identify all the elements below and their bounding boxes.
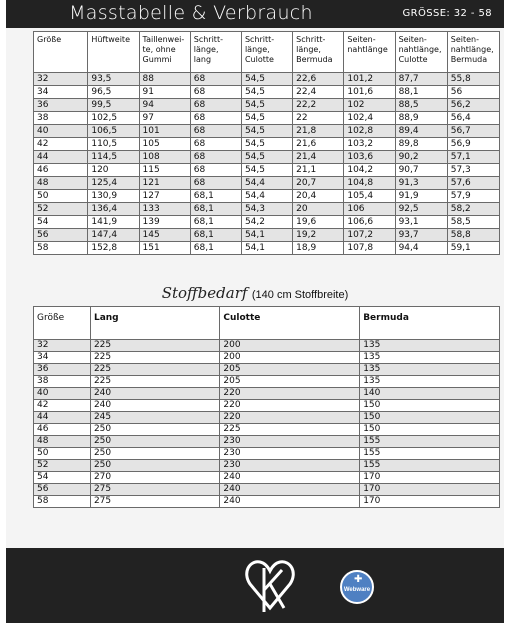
- table-cell: 141,9: [88, 216, 139, 229]
- table-cell: 20,4: [293, 190, 344, 203]
- table-cell: 68: [190, 112, 241, 125]
- measurements-column-header: Größe: [34, 32, 88, 73]
- table-cell: 93,5: [88, 73, 139, 86]
- table-cell: 21,1: [293, 164, 344, 177]
- measurements-column-header: Schritt- länge, lang: [190, 32, 241, 73]
- table-cell: 44: [34, 412, 91, 424]
- table-row: [34, 86, 500, 99]
- table-cell: 55,8: [447, 73, 499, 86]
- fabric-width-note: (140 cm Stoffbreite): [251, 289, 349, 301]
- table-cell: 99,5: [88, 99, 139, 112]
- table-row: [34, 138, 500, 151]
- table-cell: 52: [34, 460, 91, 472]
- fabric-column-header: Bermuda: [360, 307, 500, 340]
- table-cell: 88,5: [395, 99, 447, 112]
- table-cell: 54: [34, 472, 91, 484]
- table-cell: 125,4: [88, 177, 139, 190]
- table-row: [34, 242, 500, 255]
- table-row: [34, 164, 500, 177]
- table-cell: 101,2: [344, 73, 395, 86]
- table-cell: 54,4: [241, 177, 292, 190]
- table-cell: 68: [190, 86, 241, 99]
- table-cell: 220: [220, 388, 360, 400]
- table-cell: 88: [139, 73, 190, 86]
- table-cell: 54,5: [241, 164, 292, 177]
- table-cell: 114,5: [88, 151, 139, 164]
- table-cell: 205: [220, 364, 360, 376]
- table-row: [34, 229, 500, 242]
- table-cell: 103,2: [344, 138, 395, 151]
- table-cell: 56: [34, 484, 91, 496]
- measurement-body: [34, 73, 500, 255]
- table-cell: 68,1: [190, 216, 241, 229]
- table-cell: 225: [90, 376, 219, 388]
- table-cell: 91: [139, 86, 190, 99]
- table-cell: 106: [344, 203, 395, 216]
- table-cell: 240: [220, 472, 360, 484]
- table-cell: 52: [34, 203, 88, 216]
- table-cell: 230: [220, 436, 360, 448]
- table-cell: 68,1: [190, 242, 241, 255]
- fabric-column-header: Culotte: [220, 307, 360, 340]
- table-cell: 155: [360, 460, 500, 472]
- table-row: [34, 448, 500, 460]
- table-cell: 50: [34, 448, 91, 460]
- table-cell: 135: [360, 340, 500, 352]
- table-cell: 68: [190, 177, 241, 190]
- table-cell: 135: [360, 364, 500, 376]
- table-row: [34, 99, 500, 112]
- table-cell: 220: [220, 400, 360, 412]
- table-cell: 68,1: [190, 190, 241, 203]
- table-cell: 54,5: [241, 138, 292, 151]
- table-cell: 155: [360, 448, 500, 460]
- table-row: [34, 496, 500, 508]
- table-cell: 275: [90, 484, 219, 496]
- table-cell: 107,2: [344, 229, 395, 242]
- fabric-heading: [0, 284, 510, 303]
- table-cell: 57,1: [447, 151, 499, 164]
- table-cell: 19,6: [293, 216, 344, 229]
- table-cell: 68: [190, 164, 241, 177]
- table-cell: 42: [34, 138, 88, 151]
- table-cell: 34: [34, 86, 88, 99]
- table-cell: 68,1: [190, 229, 241, 242]
- measurements-column-header: Taillenwei- te, ohne Gummi: [139, 32, 190, 73]
- table-cell: 225: [90, 352, 219, 364]
- table-cell: 56,2: [447, 99, 499, 112]
- table-cell: 104,2: [344, 164, 395, 177]
- table-cell: 107,8: [344, 242, 395, 255]
- table-cell: 147,4: [88, 229, 139, 242]
- fabric-title: Stoffbedarf: [161, 284, 248, 302]
- table-cell: 101,6: [344, 86, 395, 99]
- table-cell: 54,5: [241, 73, 292, 86]
- table-cell: 20,7: [293, 177, 344, 190]
- table-cell: 32: [34, 73, 88, 86]
- table-row: [34, 216, 500, 229]
- table-cell: 94: [139, 99, 190, 112]
- table-cell: 140: [360, 388, 500, 400]
- plus-icon: ✚: [354, 574, 363, 585]
- table-cell: 94,4: [395, 242, 447, 255]
- table-cell: 104,8: [344, 177, 395, 190]
- table-cell: 151: [139, 242, 190, 255]
- table-cell: 155: [360, 436, 500, 448]
- table-row: [34, 151, 500, 164]
- table-cell: 68: [190, 138, 241, 151]
- table-cell: 102,5: [88, 112, 139, 125]
- measurement-header-row: [34, 32, 500, 73]
- table-cell: 105,4: [344, 190, 395, 203]
- table-cell: 89,4: [395, 125, 447, 138]
- table-cell: 127: [139, 190, 190, 203]
- table-cell: 92,5: [395, 203, 447, 216]
- table-cell: 57,6: [447, 177, 499, 190]
- table-cell: 48: [34, 177, 88, 190]
- table-cell: 40: [34, 388, 91, 400]
- footer-bar: [6, 548, 504, 623]
- table-cell: 57,9: [447, 190, 499, 203]
- table-cell: 42: [34, 400, 91, 412]
- table-cell: 56: [447, 86, 499, 99]
- table-cell: 54: [34, 216, 88, 229]
- table-cell: 135: [360, 352, 500, 364]
- table-cell: 22: [293, 112, 344, 125]
- table-row: [34, 400, 500, 412]
- table-cell: 230: [220, 460, 360, 472]
- table-cell: 68: [190, 151, 241, 164]
- table-cell: 93,1: [395, 216, 447, 229]
- fabric-header-row: [34, 307, 500, 340]
- table-cell: 68: [190, 99, 241, 112]
- table-cell: 50: [34, 190, 88, 203]
- table-cell: 102: [344, 99, 395, 112]
- table-cell: 170: [360, 484, 500, 496]
- table-row: [34, 340, 500, 352]
- table-cell: 103,6: [344, 151, 395, 164]
- table-cell: 58,5: [447, 216, 499, 229]
- table-cell: 245: [90, 412, 219, 424]
- table-row: [34, 177, 500, 190]
- table-cell: 106,6: [344, 216, 395, 229]
- table-cell: 54,5: [241, 86, 292, 99]
- table-cell: 54,1: [241, 229, 292, 242]
- measurements-column-header: Schritt- länge, Bermuda: [293, 32, 344, 73]
- table-cell: 135: [360, 376, 500, 388]
- table-cell: 91,9: [395, 190, 447, 203]
- table-cell: 136,4: [88, 203, 139, 216]
- table-cell: 57,3: [447, 164, 499, 177]
- table-row: [34, 73, 500, 86]
- table-row: [34, 364, 500, 376]
- table-cell: 220: [220, 412, 360, 424]
- table-cell: 102,4: [344, 112, 395, 125]
- table-cell: 21,6: [293, 138, 344, 151]
- table-cell: 38: [34, 112, 88, 125]
- page-title: Masstabelle & Verbrauch: [69, 2, 313, 24]
- table-cell: 150: [360, 424, 500, 436]
- table-cell: 58,2: [447, 203, 499, 216]
- fabric-table: [33, 306, 500, 508]
- table-cell: 54,5: [241, 112, 292, 125]
- table-cell: 121: [139, 177, 190, 190]
- table-cell: 110,5: [88, 138, 139, 151]
- table-cell: 115: [139, 164, 190, 177]
- table-cell: 48: [34, 436, 91, 448]
- table-cell: 225: [90, 364, 219, 376]
- webware-badge: [340, 570, 374, 604]
- table-cell: 150: [360, 412, 500, 424]
- fabric-column-header: Lang: [90, 307, 219, 340]
- table-cell: 20: [293, 203, 344, 216]
- table-cell: 150: [360, 400, 500, 412]
- table-cell: 250: [90, 460, 219, 472]
- table-cell: 96,5: [88, 86, 139, 99]
- table-cell: 87,7: [395, 73, 447, 86]
- table-cell: 34: [34, 352, 91, 364]
- table-cell: 101: [139, 125, 190, 138]
- table-cell: 56,4: [447, 112, 499, 125]
- table-cell: 19,2: [293, 229, 344, 242]
- table-cell: 250: [90, 424, 219, 436]
- table-cell: 58: [34, 242, 88, 255]
- measurements-column-header: Seiten- nahtlänge, Bermuda: [447, 32, 499, 73]
- table-cell: 54,3: [241, 203, 292, 216]
- table-cell: 21,8: [293, 125, 344, 138]
- table-row: [34, 484, 500, 496]
- table-cell: 240: [90, 388, 219, 400]
- table-cell: 240: [220, 484, 360, 496]
- table-cell: 22,6: [293, 73, 344, 86]
- table-cell: 102,8: [344, 125, 395, 138]
- table-cell: 130,9: [88, 190, 139, 203]
- table-row: [34, 203, 500, 216]
- table-cell: 54,5: [241, 99, 292, 112]
- table-cell: 270: [90, 472, 219, 484]
- table-cell: 54,4: [241, 190, 292, 203]
- table-cell: 68: [190, 73, 241, 86]
- header-bar: [6, 0, 504, 28]
- table-row: [34, 125, 500, 138]
- table-cell: 58,8: [447, 229, 499, 242]
- table-row: [34, 460, 500, 472]
- table-cell: 68,1: [190, 203, 241, 216]
- table-cell: 240: [220, 496, 360, 508]
- table-cell: 88,9: [395, 112, 447, 125]
- table-cell: 32: [34, 340, 91, 352]
- table-cell: 250: [90, 436, 219, 448]
- table-cell: 90,7: [395, 164, 447, 177]
- table-cell: 225: [90, 340, 219, 352]
- table-cell: 22,2: [293, 99, 344, 112]
- table-cell: 88,1: [395, 86, 447, 99]
- table-row: [34, 424, 500, 436]
- table-cell: 36: [34, 364, 91, 376]
- table-cell: 38: [34, 376, 91, 388]
- table-cell: 105: [139, 138, 190, 151]
- table-cell: 40: [34, 125, 88, 138]
- table-cell: 230: [220, 448, 360, 460]
- measurements-column-header: Hüftweite: [88, 32, 139, 73]
- table-row: [34, 436, 500, 448]
- table-row: [34, 412, 500, 424]
- table-cell: 46: [34, 424, 91, 436]
- table-cell: 170: [360, 472, 500, 484]
- table-cell: 97: [139, 112, 190, 125]
- table-cell: 56,7: [447, 125, 499, 138]
- table-cell: 36: [34, 99, 88, 112]
- table-cell: 59,1: [447, 242, 499, 255]
- table-cell: 54,1: [241, 242, 292, 255]
- measurement-table: [33, 31, 500, 255]
- size-range: GRÖSSE: 32 - 58: [402, 8, 492, 19]
- table-cell: 200: [220, 352, 360, 364]
- table-cell: 68: [190, 125, 241, 138]
- fabric-column-header: Größe: [34, 307, 91, 340]
- table-cell: 240: [90, 400, 219, 412]
- table-cell: 54,2: [241, 216, 292, 229]
- table-cell: 91,3: [395, 177, 447, 190]
- table-cell: 22,4: [293, 86, 344, 99]
- measurements-column-header: Schritt- länge, Culotte: [241, 32, 292, 73]
- table-cell: 200: [220, 340, 360, 352]
- measurements-column-header: Seiten- nahtlänge, Culotte: [395, 32, 447, 73]
- table-cell: 90,2: [395, 151, 447, 164]
- table-cell: 21,4: [293, 151, 344, 164]
- fabric-body: [34, 340, 500, 508]
- table-cell: 18,9: [293, 242, 344, 255]
- table-cell: 46: [34, 164, 88, 177]
- table-row: [34, 472, 500, 484]
- table-cell: 133: [139, 203, 190, 216]
- table-cell: 54,5: [241, 151, 292, 164]
- table-cell: 44: [34, 151, 88, 164]
- table-cell: 93,7: [395, 229, 447, 242]
- table-cell: 250: [90, 448, 219, 460]
- heart-k-logo-icon: [244, 556, 296, 614]
- table-cell: 275: [90, 496, 219, 508]
- webware-label: Webware: [343, 587, 371, 593]
- table-cell: 225: [220, 424, 360, 436]
- table-cell: 56: [34, 229, 88, 242]
- table-cell: 89,8: [395, 138, 447, 151]
- table-cell: 145: [139, 229, 190, 242]
- table-cell: 152,8: [88, 242, 139, 255]
- table-row: [34, 190, 500, 203]
- table-cell: 54,5: [241, 125, 292, 138]
- table-row: [34, 376, 500, 388]
- table-cell: 170: [360, 496, 500, 508]
- table-cell: 205: [220, 376, 360, 388]
- table-cell: 106,5: [88, 125, 139, 138]
- table-row: [34, 112, 500, 125]
- table-cell: 108: [139, 151, 190, 164]
- table-row: [34, 352, 500, 364]
- table-row: [34, 388, 500, 400]
- table-cell: 120: [88, 164, 139, 177]
- table-cell: 58: [34, 496, 91, 508]
- table-cell: 139: [139, 216, 190, 229]
- measurements-column-header: Seiten- nahtlänge: [344, 32, 395, 73]
- table-cell: 56,9: [447, 138, 499, 151]
